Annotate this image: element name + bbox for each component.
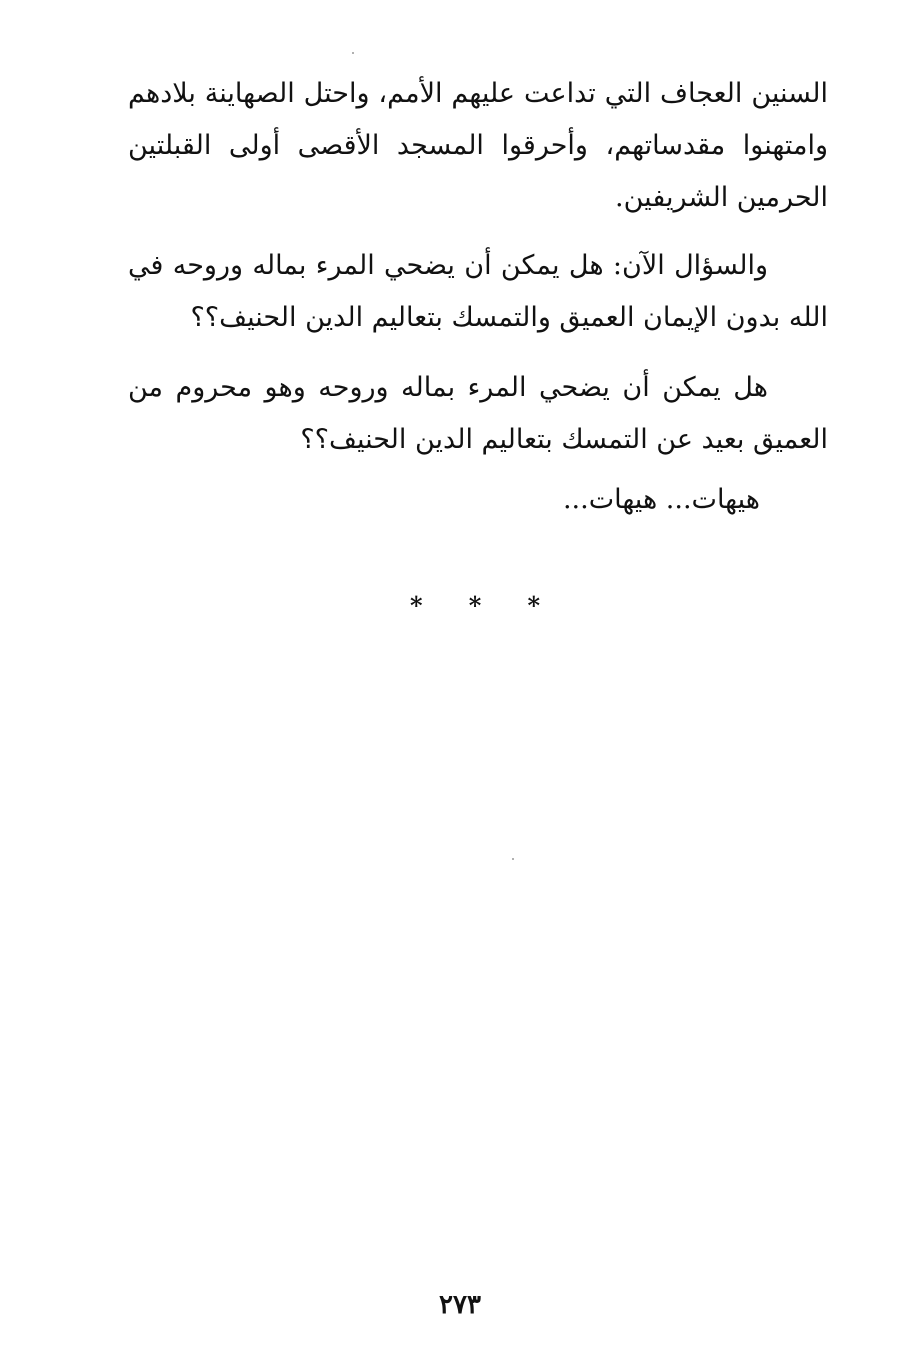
- paragraph-1: [128, 68, 828, 224]
- paragraph-line: وامتهنوا مقدساتهم، وأحرقوا المسجد الأقصى أولى القبلتين: [128, 130, 828, 161]
- asterisk-icon: *: [468, 590, 482, 620]
- asterisk-icon: *: [527, 590, 540, 620]
- scan-speck: [352, 52, 354, 54]
- paragraph-line: والسؤال الآن: هل يمكن أن يضحي المرء بماله وروحه في: [128, 250, 768, 281]
- paragraph-line: الحرمين الشريفين.: [615, 182, 828, 213]
- paragraph-line: هل يمكن أن يضحي المرء بماله وروحه وهو محروم من: [128, 372, 768, 403]
- page-number: ٢٧٣: [439, 1290, 481, 1320]
- scan-speck: [512, 858, 514, 860]
- paragraph-3: [128, 362, 828, 466]
- section-separator: [410, 588, 540, 622]
- asterisk-icon: *: [410, 590, 423, 620]
- paragraph-line: هيهات... هيهات...: [562, 484, 760, 515]
- paragraph-4: [360, 474, 760, 526]
- paragraph-line: الله بدون الإيمان العميق والتمسك بتعاليم الدين الحنيف؟؟: [190, 302, 828, 333]
- paragraph-line: السنين العجاف التي تداعت عليهم الأمم، واحتل الصهاينة بلادهم: [128, 78, 828, 109]
- paragraph-2: [128, 240, 828, 344]
- paragraph-line: العميق بعيد عن التمسك بتعاليم الدين الحنيف؟؟: [300, 424, 828, 455]
